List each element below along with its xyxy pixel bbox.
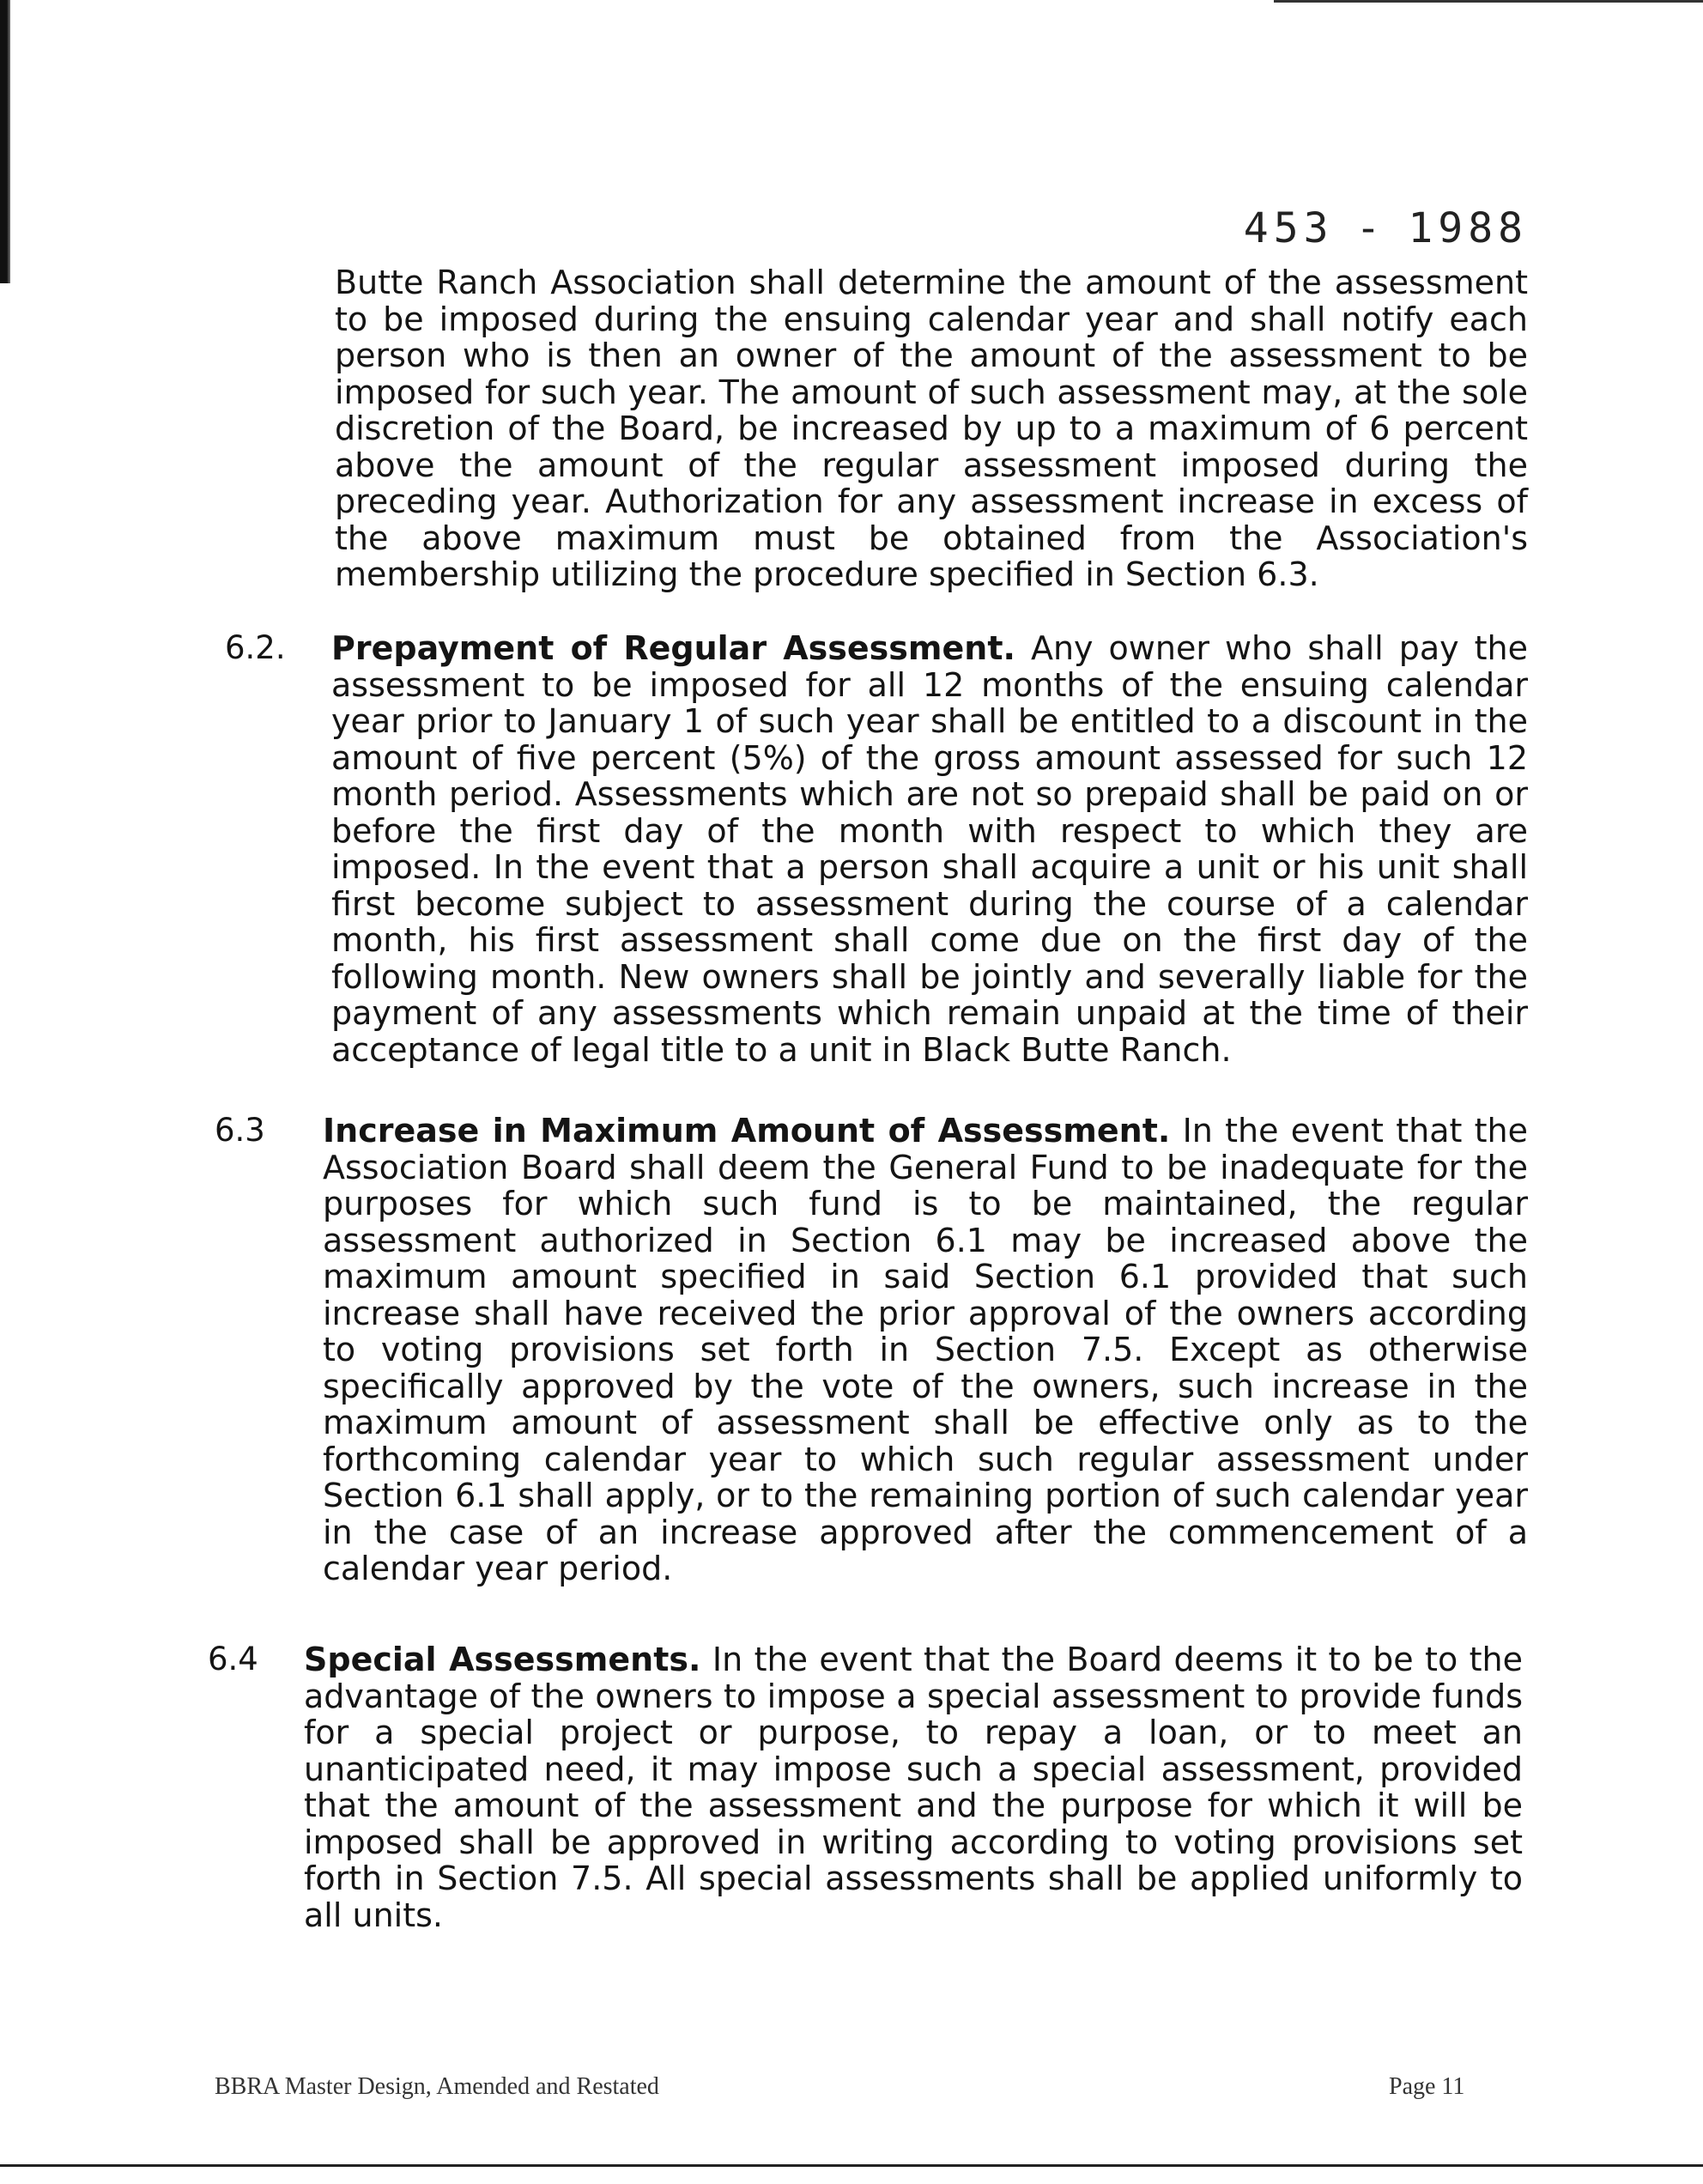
document-number-separator: - <box>1355 204 1386 252</box>
section-body <box>323 1113 1528 1587</box>
footer-page-number: Page 11 <box>1389 2073 1465 2100</box>
scan-edge-left <box>0 0 10 283</box>
section-title: Special Assessments. <box>304 1641 701 1678</box>
section-number: 6.4 <box>208 1641 258 1677</box>
scan-edge-bottom <box>0 2164 1703 2167</box>
document-number-right: 1988 <box>1408 204 1528 252</box>
section-title: Increase in Maximum Amount of Assessment. <box>323 1112 1171 1150</box>
section-number: 6.3 <box>215 1112 265 1149</box>
section-number: 6.2. <box>225 629 286 666</box>
section-body <box>304 1641 1523 1933</box>
scan-edge-top <box>1274 0 1703 3</box>
document-number <box>1210 204 1528 252</box>
section-text: Any owner who shall pay the assessment to be imposed for all 12 months of the ensuing calendar year prior to January 1 of such year shall be entitled to a discount in the amount of five percent (5%) of the gross amount assessed for such 12 month period. Assessments which are not so prepaid shall be paid on or before the first day of the month with respect to which they are imposed. In the event that a person shall acquire a unit or his unit shall first become subject to assessment during the course of a calendar month, his first assessment shall come due on the first day of the following month. New owners shall be jointly and severally liable for the payment of any assessments which remain unpaid at the time of their acceptance of legal title to a unit in Black Butte Ranch. <box>331 629 1528 1069</box>
section-body <box>331 630 1528 1068</box>
document-number-left: 453 <box>1243 204 1334 252</box>
intro-paragraph: Butte Ranch Association shall determine the amount of the assessment to be imposed during the ensuing calendar year and shall notify each person who is then an owner of the amount of the assessment to be imposed for such year. The amount of such assessment may, at the sole discretion of the Board, be increased by up to a maximum of 6 percent above the amount of the regular assessment imposed during the preceding year. Authorization for any assessment increase in excess of the above maximum must be obtained from the Association's membership utilizing the procedure specified in Section 6.3. <box>335 264 1528 593</box>
section-title: Prepayment of Regular Assessment. <box>331 629 1015 667</box>
footer-document-title: BBRA Master Design, Amended and Restated <box>215 2073 659 2100</box>
section-text: In the event that the Board deems it to be to the advantage of the owners to impose a special assessment to provide funds for a special project or purpose, to repay a loan, or to meet an unanticipated need, it may impose such a special assessment, provided that the amount of the assessment and the purpose for which it will be imposed shall be approved in writing according to voting provisions set forth in Section 7.5. All special assessments shall be applied uniformly to all units. <box>304 1641 1523 1934</box>
section-text: In the event that the Association Board shall deem the General Fund to be inadequate for the purposes for which such fund is to be maintained, the regular assessment authorized in Section 6.1 may be increased above the maximum amount specified in said Section 6.1 provided that such increase shall have received the prior approval of the owners according to voting provisions set forth in Section 7.5. Except as otherwise specifically approved by the vote of the owners, such increase in the maximum amount of assessment shall be effective only as to the forthcoming calendar year to which such regular assessment under Section 6.1 shall apply, or to the remaining portion of such calendar year in the case of an increase approved after the commencement of a calendar year period. <box>323 1112 1528 1587</box>
